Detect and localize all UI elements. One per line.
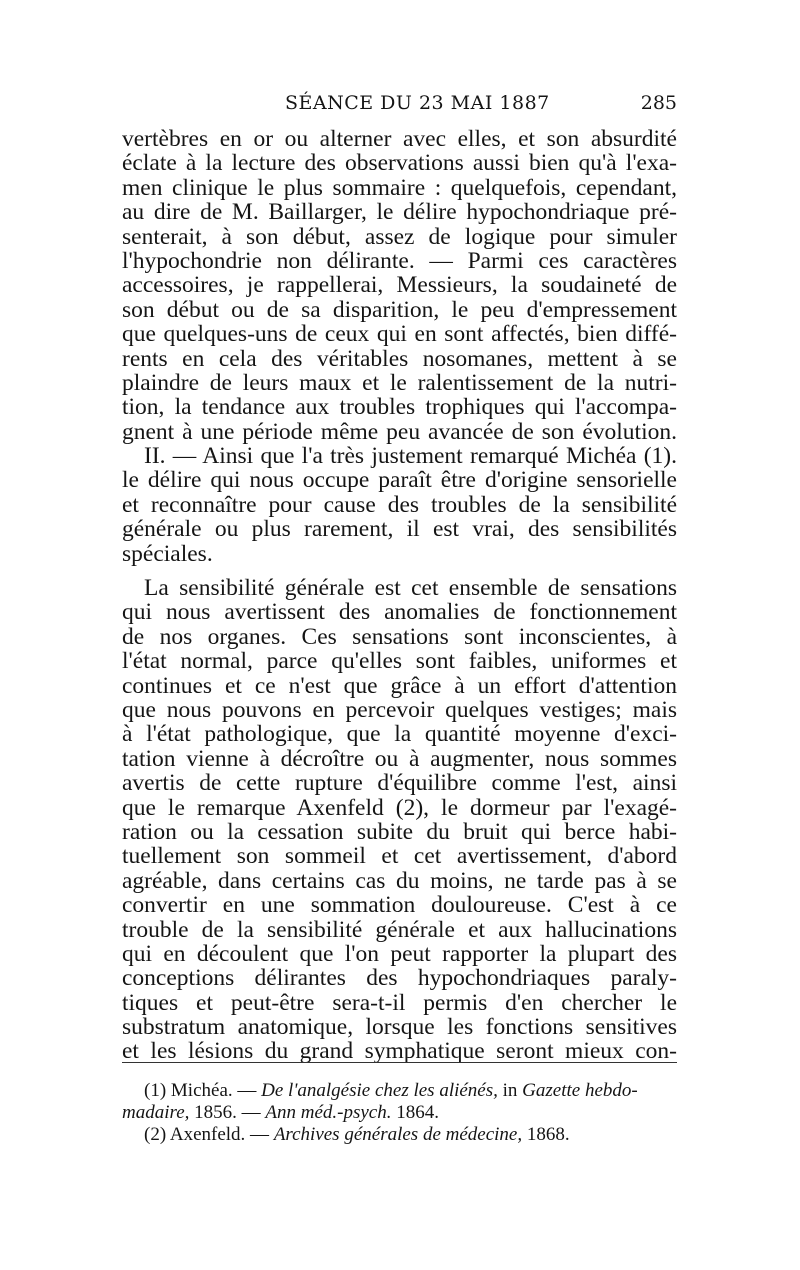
text-line: La sensibilité générale est cet ensemble de sensations: [144, 576, 677, 601]
text-line: qui nous avertissent des anomalies de fonctionnement: [122, 600, 677, 625]
text-line: spéciales.: [122, 541, 213, 567]
text-line: II. — Ainsi que l'a très justement remarqué Michéa (1).: [144, 444, 677, 469]
text-line: que nous pouvons en percevoir quelques vestiges; mais: [122, 697, 677, 723]
text-line: rents en cela des véritables nosomanes, mettent à se: [122, 346, 677, 371]
footnote-1: [122, 1080, 677, 1102]
text-line: de nos organes. Ces sensations sont inconscientes, à: [122, 624, 677, 650]
text-line: au dire de M. Baillarger, le délire hypochondriaque pré-: [122, 200, 677, 225]
text-line: l'état normal, parce qu'elles sont faibles, uniformes et: [122, 649, 677, 674]
text-line: agréable, dans certains cas du moins, ne tarde pas à se: [122, 868, 677, 894]
text-line: éclate à la lecture des observations aussi bien qu'à l'exa-: [122, 151, 677, 176]
footnote-2-year: 1868.: [522, 1124, 570, 1145]
footnote-1-cont: [122, 1102, 677, 1124]
text-line: men clinique le plus sommaire : quelquefois, cependant,: [122, 175, 677, 201]
text-line: plaindre de leurs maux et le ralentissement de la nutri-: [122, 370, 677, 396]
footnote-1-ann: Ann méd.-psych.: [265, 1102, 392, 1123]
text-line: trouble de la sensibilité générale et aux hallucinations: [122, 917, 677, 942]
text-line: et reconnaître pour cause des troubles de la sensibilité: [122, 492, 677, 518]
text-line: tation vienne à décroître ou à augmenter, nous sommes: [122, 746, 677, 772]
footnote-2: [122, 1124, 677, 1146]
body-text: [122, 127, 677, 1064]
text-line: accessoires, je rappellerai, Messieurs, la soudaineté de: [122, 273, 677, 298]
text-line: conceptions délirantes des hypochondriaques paraly-: [122, 966, 677, 991]
text-line: et les lésions du grand symphatique seront mieux con-: [122, 1039, 677, 1064]
text-line: qui en découlent que l'on peut rapporter la plupart des: [122, 941, 677, 967]
footnote-1-title: De l'analgésie chez les aliénés,: [261, 1080, 498, 1101]
footnote-1-marker: (1) Michéa. —: [144, 1080, 262, 1101]
text-line: que quelques-uns de ceux qui en sont affectés, bien diffé-: [122, 322, 677, 347]
page-number: 285: [640, 92, 677, 114]
footnote-rule: [122, 1062, 677, 1063]
text-line: ration ou la cessation subite du bruit qui berce habi-: [122, 819, 677, 845]
text-line: son début ou de sa disparition, le peu d'empressement: [122, 297, 677, 323]
text-line: tiques et peut-être sera-t-il permis d'en chercher le: [122, 990, 677, 1016]
text-line: tion, la tendance aux troubles trophiques qui l'accompa-: [122, 395, 677, 420]
text-line: que le remarque Axenfeld (2), le dormeur par l'exagé-: [122, 795, 677, 820]
running-head: SÉANCE DU 23 MAI 1887: [285, 92, 550, 114]
text-line: senterait, à son début, assez de logique pour simuler: [122, 224, 677, 249]
text-line: convertir en une sommation douloureuse. C'est à ce: [122, 893, 677, 918]
footnote-2-marker: (2) Axenfeld. —: [144, 1124, 274, 1145]
text-line: continues et ce n'est que grâce à un effort d'attention: [122, 673, 677, 698]
page-header: [122, 92, 677, 120]
text-line: à l'état pathologique, que la quantité moyenne d'exci-: [122, 722, 677, 747]
text-line: tuellement son sommeil et cet avertissement, d'abord: [122, 844, 677, 869]
footnote-1-journal-cont: madaire,: [122, 1102, 190, 1123]
text-line: substratum anatomique, lorsque les fonctions sensitives: [122, 1015, 677, 1040]
footnote-1-journal: Gazette hebdo-: [522, 1080, 638, 1101]
footnote-1-in: in: [497, 1080, 523, 1101]
text-line: avertis de cette rupture d'équilibre comme l'est, ainsi: [122, 771, 677, 796]
footnote-1-rest: 1856. —: [189, 1102, 266, 1123]
footnote-2-title: Archives générales de médecine,: [273, 1124, 523, 1145]
text-line: vertèbres en or ou alterner avec elles, et son absurdité: [122, 127, 677, 152]
text-line: l'hypochondrie non délirante. — Parmi ces caractères: [122, 248, 677, 274]
text-line: générale ou plus rarement, il est vrai, des sensibilités: [122, 517, 677, 542]
text-line: le délire qui nous occupe paraît être d'origine sensorielle: [122, 468, 677, 493]
text-line: gnent à une période même peu avancée de son évolution.: [122, 419, 677, 445]
footnote-1-year: 1864.: [391, 1102, 439, 1123]
footnotes: [122, 1080, 677, 1146]
